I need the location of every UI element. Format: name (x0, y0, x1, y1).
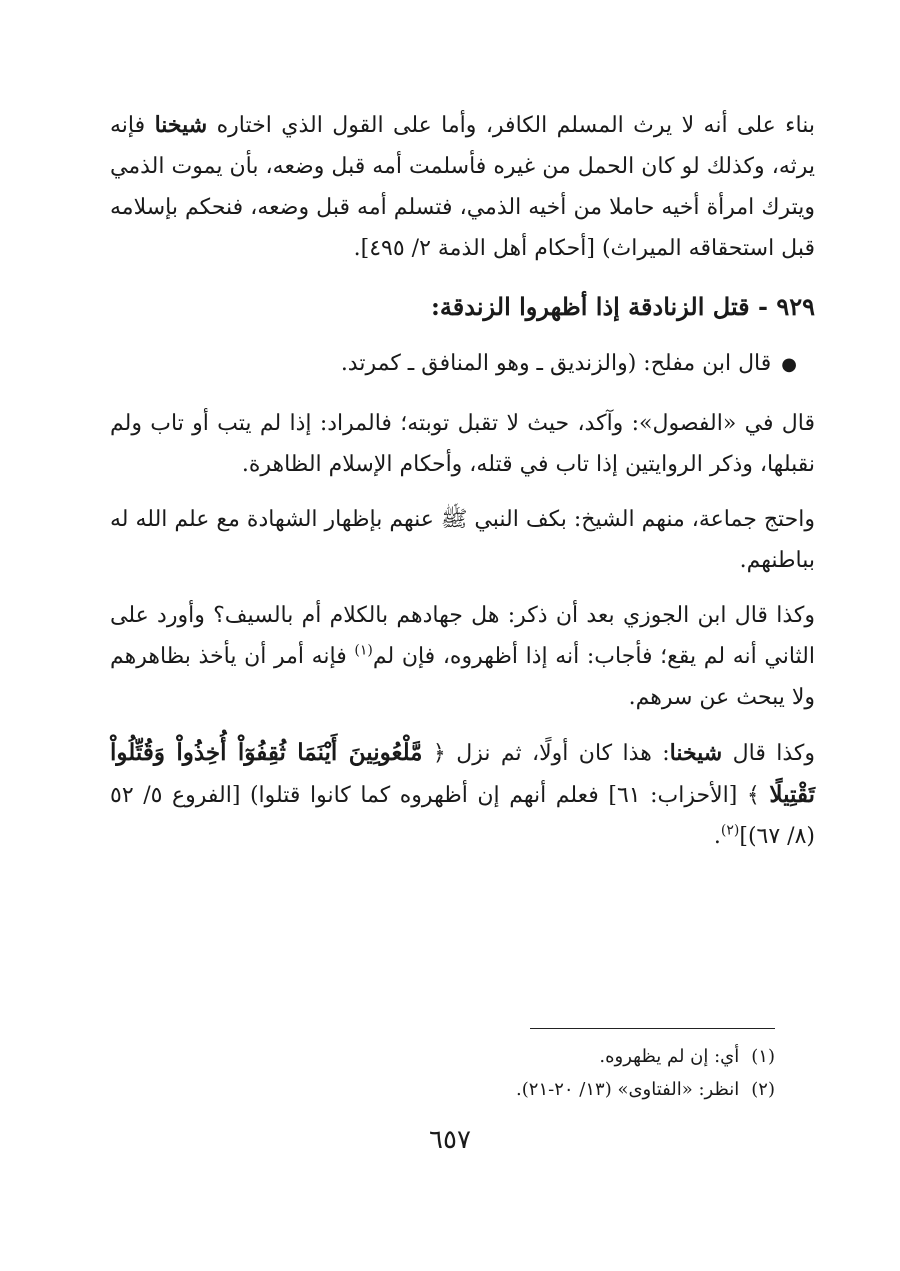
paragraph-5-text-a: وكذا قال ابن الجوزي بعد أن ذكر: هل جهادهم بالكلام أم بالسيف؟ وأورد على الثاني أنه لم يقع؛ فأجاب: أنه إذا أظهروه، فإن لم (110, 603, 815, 669)
paragraph-5-text-b: فإنه أمر أن يأخذ بظاهرهم ولا يبحث عن سرهم. (110, 644, 815, 710)
bullet-text: قال ابن مفلح: (والزنديق ـ وهو المنافق ـ كمرتد. (340, 351, 772, 376)
quran-verse: مَّلْعُونِينَ أَيْنَمَا ثُقِفُوٓاْ أُخِذُواْ وَقُتِّلُواْ تَقْتِيلًا (110, 739, 815, 808)
footnote-divider (530, 1028, 775, 1029)
paragraph-6 (110, 732, 815, 857)
paragraph-1-bold: شيخنا (154, 112, 208, 138)
footnote-1 (275, 1040, 775, 1073)
paragraph-6-text-c: ﴾ [الأحزاب: ٦١] فعلم أنهم إن أظهروه كما كانوا قتلوا) [الفروع ٥/ ٥٢ (٨/ ٦٧)] (110, 783, 815, 849)
paragraph-1-text-a: بناء على أنه لا يرث المسلم الكافر، وأما على القول الذي اختاره (207, 113, 815, 138)
bullet-icon: ● (781, 354, 797, 375)
footnote-text: أي: إن لم يظهروه. (599, 1046, 740, 1067)
paragraph-3: قال في «الفصول»: وآكد، حيث لا تقبل توبته؛ فالمراد: إذا لم يتب أو تاب ولم نقبلها، وذكر الروايتين إذا تاب في قتله، وأحكام الإسلام الظاهرة. (110, 411, 815, 477)
paragraph-5 (110, 595, 815, 718)
paragraph-4: واحتج جماعة، منهم الشيخ: بكف النبي ﷺ عنهم بإظهار الشهادة مع علم الله له بباطنهم. (110, 507, 815, 573)
paragraph-1 (110, 105, 815, 269)
footnotes (275, 1040, 775, 1106)
page-body (110, 105, 815, 871)
paragraph-6-text-a: وكذا قال (722, 741, 815, 766)
page-number: ٦٥٧ (429, 1125, 471, 1155)
section-heading: ٩٢٩ - قتل الزنادقة إذا أظهروا الزندقة: (431, 292, 815, 321)
footnote-2 (275, 1073, 775, 1106)
paragraph-6-end: . (713, 824, 721, 849)
footnote-number: (١) (751, 1046, 775, 1067)
footnote-number: (٢) (751, 1079, 775, 1100)
paragraph-1-text-b: فإنه يرثه، وكذلك لو كان الحمل من غيره فأسلمت أمه قبل وضعه، بأن يموت الذمي ويترك امرأة أخيه حاملا من أخيه الذمي، فتسلم أمه قبل وضعه، فنحكم بإسلامه قبل استحقاقه الميراث) [أحكام أهل الذمة ٢/ ٤٩٥]. (110, 113, 815, 261)
footnote-ref-1: (١) (354, 642, 373, 659)
paragraph-6-bold: شيخنا (669, 740, 723, 766)
paragraph-6-text-b: : هذا كان أولًا، ثم نزل ﴿ (422, 741, 670, 766)
footnote-text: انظر: «الفتاوى» (١٣/ ٢٠-٢١). (516, 1079, 740, 1100)
footnote-ref-2: (٢) (720, 822, 740, 839)
bullet-item (110, 343, 815, 385)
